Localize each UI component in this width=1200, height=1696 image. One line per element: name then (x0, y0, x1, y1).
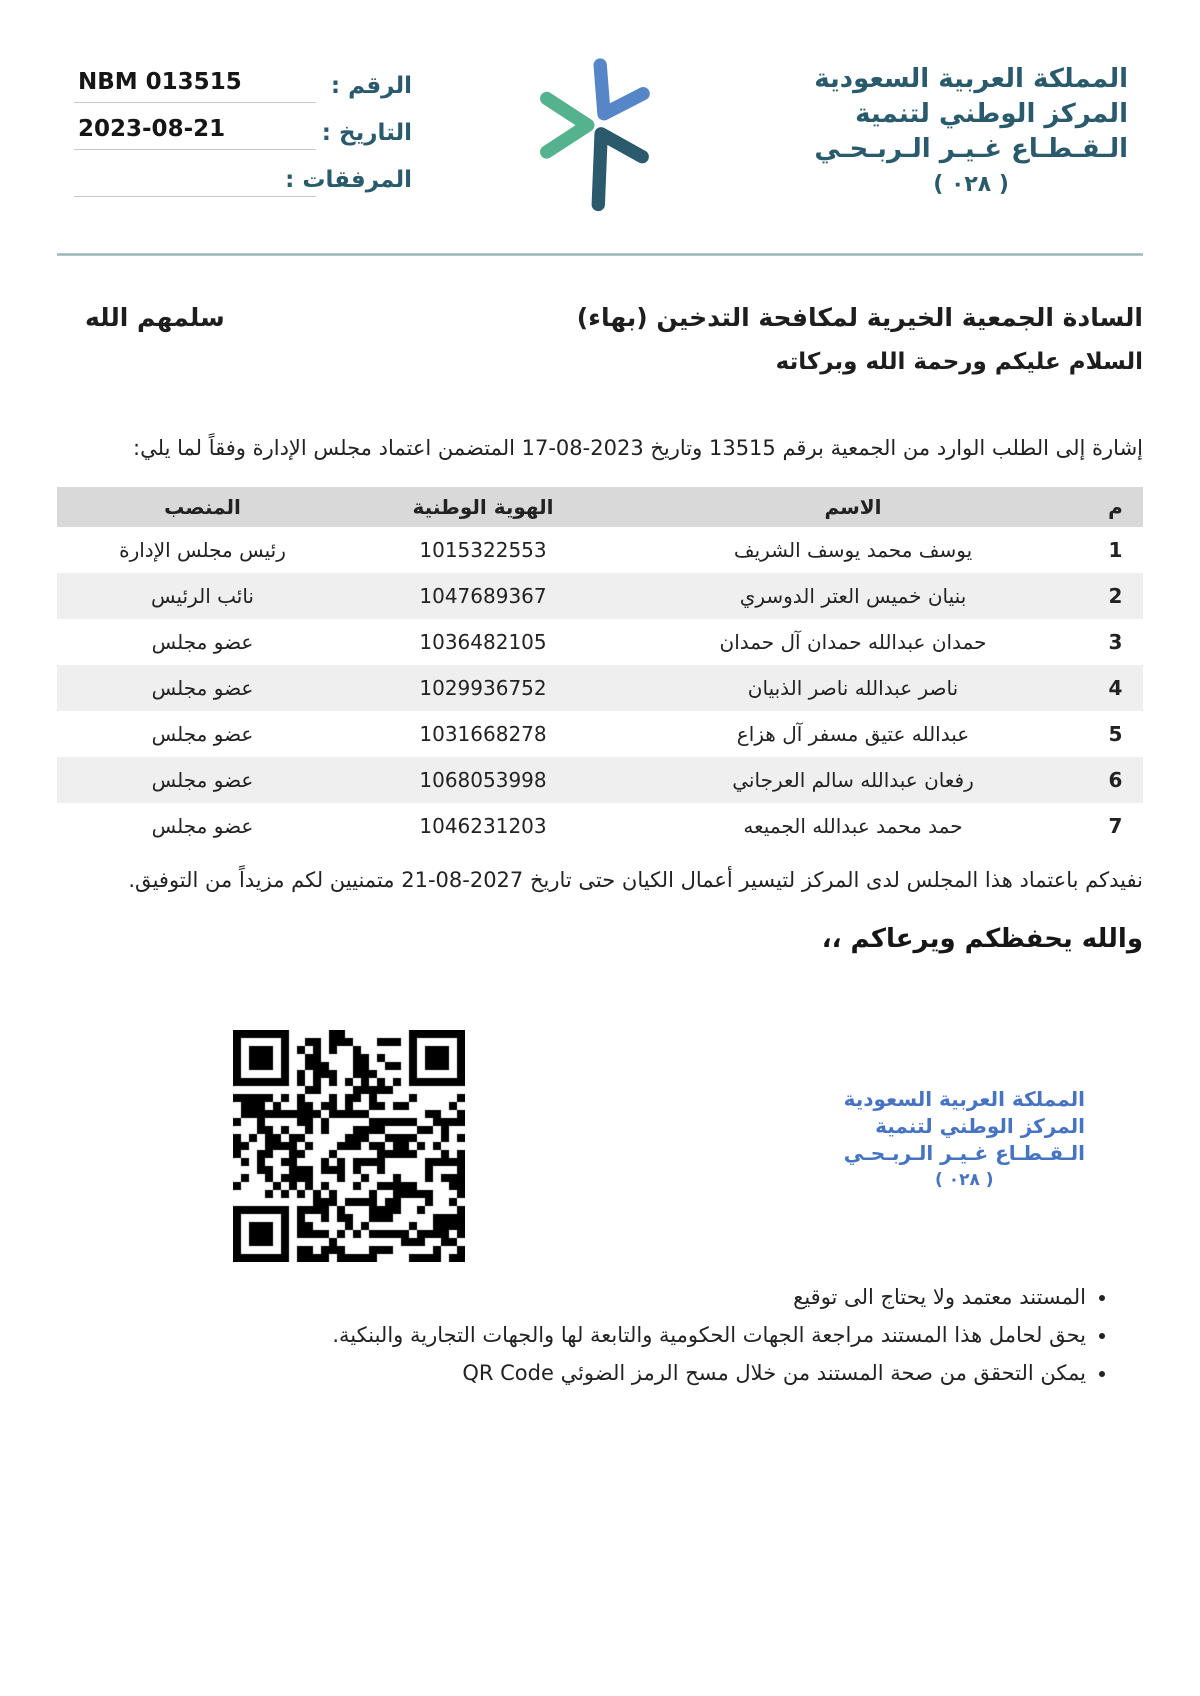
row-index: 3 (1108, 630, 1123, 654)
member-national-id: 1031668278 (419, 722, 547, 746)
header-position: المنصب (57, 487, 348, 527)
member-name: عبدالله عتيق مسفر آل هزاع (736, 722, 970, 746)
salutation-text: السلام عليكم ورحمة الله وبركاته (775, 349, 1143, 375)
member-national-id: 1029936752 (419, 676, 547, 700)
table-row (57, 803, 1143, 849)
date-label: التاريخ : (321, 120, 412, 146)
org-header-line2: المركز الوطني لتنمية (855, 99, 1128, 129)
table-row (57, 573, 1143, 619)
table-row (57, 665, 1143, 711)
org-header-block (814, 62, 1128, 202)
member-name: ناصر عبدالله ناصر الذبيان (747, 676, 959, 700)
row-index: 2 (1108, 584, 1123, 608)
ncnp-logo-icon (478, 44, 688, 216)
greeting-row (57, 303, 1143, 332)
footer-notes (150, 1278, 1112, 1392)
note-item: • يحق لحامل هذا المستند مراجعة الجهات الحكومية والتابعة لها والجهات التجارية والبنكية. (150, 1316, 1086, 1354)
honorific-text: سلمهم الله (85, 303, 225, 332)
recipient-text: السادة الجمعية الخيرية لمكافحة التدخين (بهاء) (576, 303, 1143, 332)
header-meta (60, 56, 412, 197)
table-row (57, 527, 1143, 573)
note-item: • المستند معتمد ولا يحتاج الى توقيع (150, 1278, 1086, 1316)
header-index: م (1088, 487, 1143, 527)
row-index: 5 (1108, 722, 1123, 746)
member-name: بنيان خميس العتر الدوسري (739, 584, 967, 608)
board-members-table (57, 487, 1143, 849)
member-name: رفعان عبدالله سالم العرجاني (732, 768, 974, 792)
member-position: عضو مجلس (151, 814, 254, 838)
org-footer-line1: المملكة العربية السعودية (843, 1087, 1085, 1111)
member-position: نائب الرئيس (150, 584, 254, 608)
number-value: NBM 013515 (74, 69, 316, 103)
table-row (57, 711, 1143, 757)
org-footer-block (844, 1086, 1085, 1194)
org-header-line1: المملكة العربية السعودية (814, 64, 1128, 94)
member-national-id: 1015322553 (419, 538, 547, 562)
member-position: عضو مجلس (151, 768, 254, 792)
table-row (57, 757, 1143, 803)
meta-row-number (60, 56, 412, 103)
row-index: 4 (1108, 676, 1123, 700)
header-national-id: الهوية الوطنية (348, 487, 618, 527)
greeting-block (57, 303, 1143, 375)
member-position: رئيس مجلس الإدارة (119, 538, 286, 562)
header-name: الاسم (618, 487, 1088, 527)
attachments-label: المرفقات : (285, 167, 412, 193)
farewell-text: والله يحفظكم ويرعاكم ،، (821, 924, 1143, 954)
table-header-row (57, 487, 1143, 527)
center-logo (478, 44, 688, 220)
date-value: 2023-08-21 (74, 116, 316, 150)
number-label: الرقم : (330, 73, 412, 99)
member-position: عضو مجلس (151, 630, 254, 654)
member-national-id: 1046231203 (419, 814, 547, 838)
member-name: حمد محمد عبدالله الجميعه (743, 814, 963, 838)
member-position: عضو مجلس (151, 676, 254, 700)
member-position: عضو مجلس (151, 722, 254, 746)
attachments-value (74, 163, 316, 197)
org-header-line3: الـقـطـاع غـيـر الـربـحـي (814, 134, 1128, 164)
meta-row-attachments (60, 150, 412, 197)
org-header-code: ( ٠٢٨ ) (933, 172, 1009, 197)
intro-paragraph: إشارة إلى الطلب الوارد من الجمعية برقم 13515 وتاريخ 2023-08-17 المتضمن اعتماد مجلس الإدارة وفقاً لما يلي: (133, 436, 1143, 460)
member-name: حمدان عبدالله حمدان آل حمدان (719, 630, 987, 654)
org-footer-line2: المركز الوطني لتنمية (875, 1114, 1085, 1138)
table-row (57, 619, 1143, 665)
closing-paragraph: نفيدكم باعتماد هذا المجلس لدى المركز لتيسير أعمال الكيان حتى تاريخ 2027-08-21 متمنيين لكم مزيداً من التوفيق. (128, 868, 1143, 892)
member-name: يوسف محمد يوسف الشريف (733, 538, 973, 562)
row-index: 6 (1108, 768, 1123, 792)
row-index: 7 (1108, 814, 1123, 838)
member-national-id: 1036482105 (419, 630, 547, 654)
header-divider (57, 253, 1143, 256)
note-item: • يمكن التحقق من صحة المستند من خلال مسح الرمز الضوئي QR Code (150, 1354, 1086, 1392)
org-footer-line3: الـقـطـاع غـيـر الـربـحـي (843, 1141, 1085, 1165)
member-national-id: 1068053998 (419, 768, 547, 792)
qr-code (233, 1030, 465, 1262)
org-footer-code: ( ٠٢٨ ) (935, 1170, 994, 1190)
meta-row-date (60, 103, 412, 150)
member-national-id: 1047689367 (419, 584, 547, 608)
row-index: 1 (1108, 538, 1123, 562)
